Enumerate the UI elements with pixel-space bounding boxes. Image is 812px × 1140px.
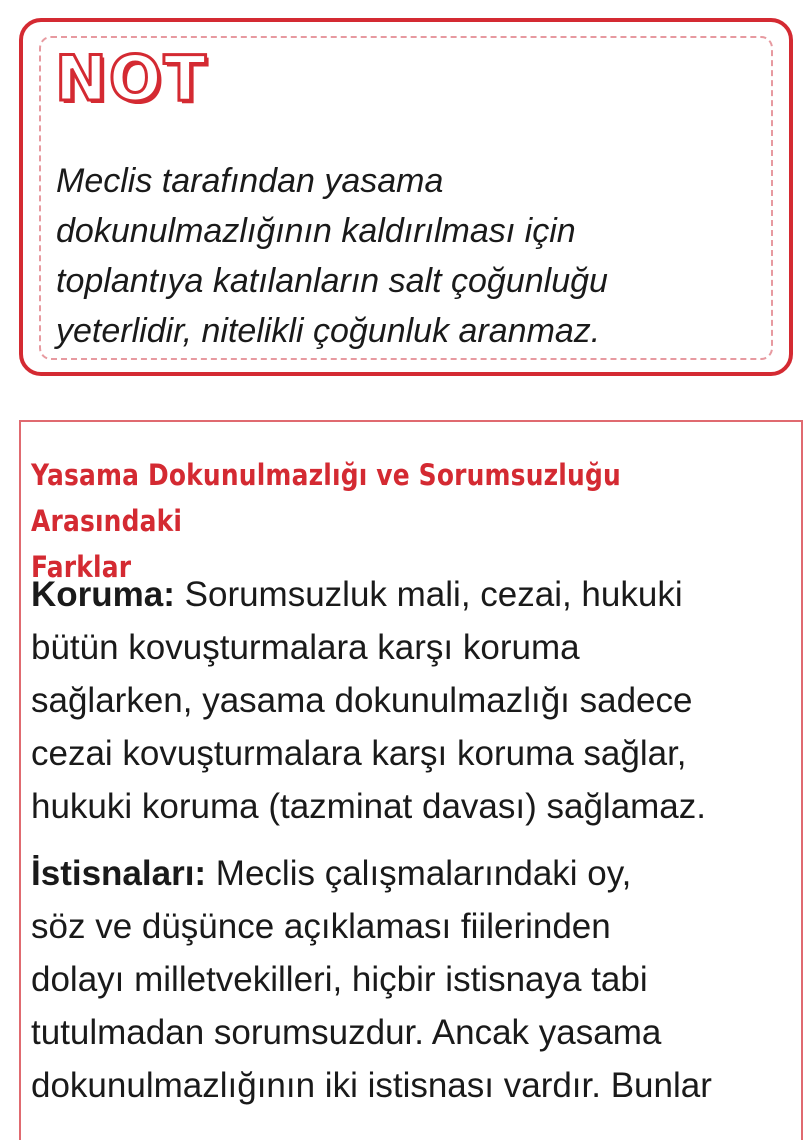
paragraph-line: dokunulmazlığının iki istisnası vardır. Bunlar bbox=[31, 1066, 712, 1105]
paragraph-line: bütün kovuşturmalara karşı koruma bbox=[31, 628, 580, 667]
note-box bbox=[19, 18, 793, 376]
paragraph-text: Meclis çalışmalarındaki oy, bbox=[206, 854, 632, 893]
exceptions-paragraph bbox=[31, 847, 791, 1112]
paragraph-text: Sorumsuzluk mali, cezai, hukuki bbox=[174, 575, 683, 614]
heading-line: Yasama Dokunulmazlığı ve Sorumsuzluğu Arasındaki bbox=[31, 458, 621, 538]
paragraph-line bbox=[31, 847, 791, 900]
note-line: toplantıya katılanların salt çoğunluğu bbox=[56, 262, 608, 300]
note-dashed-frame bbox=[39, 36, 773, 360]
note-title: NOT bbox=[55, 42, 208, 115]
paragraph-line: cezai kovuşturmalara karşı koruma sağlar, bbox=[31, 734, 687, 773]
paragraph-line: söz ve düşünce açıklaması fiilerinden bbox=[31, 907, 611, 946]
heading-line: Farklar bbox=[31, 550, 132, 584]
paragraph-line: dolayı milletvekilleri, hiçbir istisnaya tabi bbox=[31, 960, 648, 999]
differences-box bbox=[19, 420, 803, 1140]
paragraph-line: tutulmadan sorumsuzdur. Ancak yasama bbox=[31, 1013, 662, 1052]
paragraph-line: hukuki koruma (tazminat davası) sağlamaz. bbox=[31, 787, 706, 826]
paragraph-line: sağlarken, yasama dokunulmazlığı sadece bbox=[31, 681, 693, 720]
paragraph-label: Koruma: bbox=[31, 575, 175, 614]
note-line: dokunulmazlığının kaldırılması için bbox=[56, 212, 576, 250]
protection-paragraph bbox=[31, 568, 791, 833]
note-line: yeterlidir, nitelikli çoğunluk aranmaz. bbox=[56, 312, 601, 350]
paragraph-label: İstisnaları: bbox=[31, 854, 207, 893]
paragraph-line bbox=[31, 568, 791, 621]
note-text bbox=[56, 156, 756, 356]
note-line: Meclis tarafından yasama bbox=[56, 162, 444, 200]
